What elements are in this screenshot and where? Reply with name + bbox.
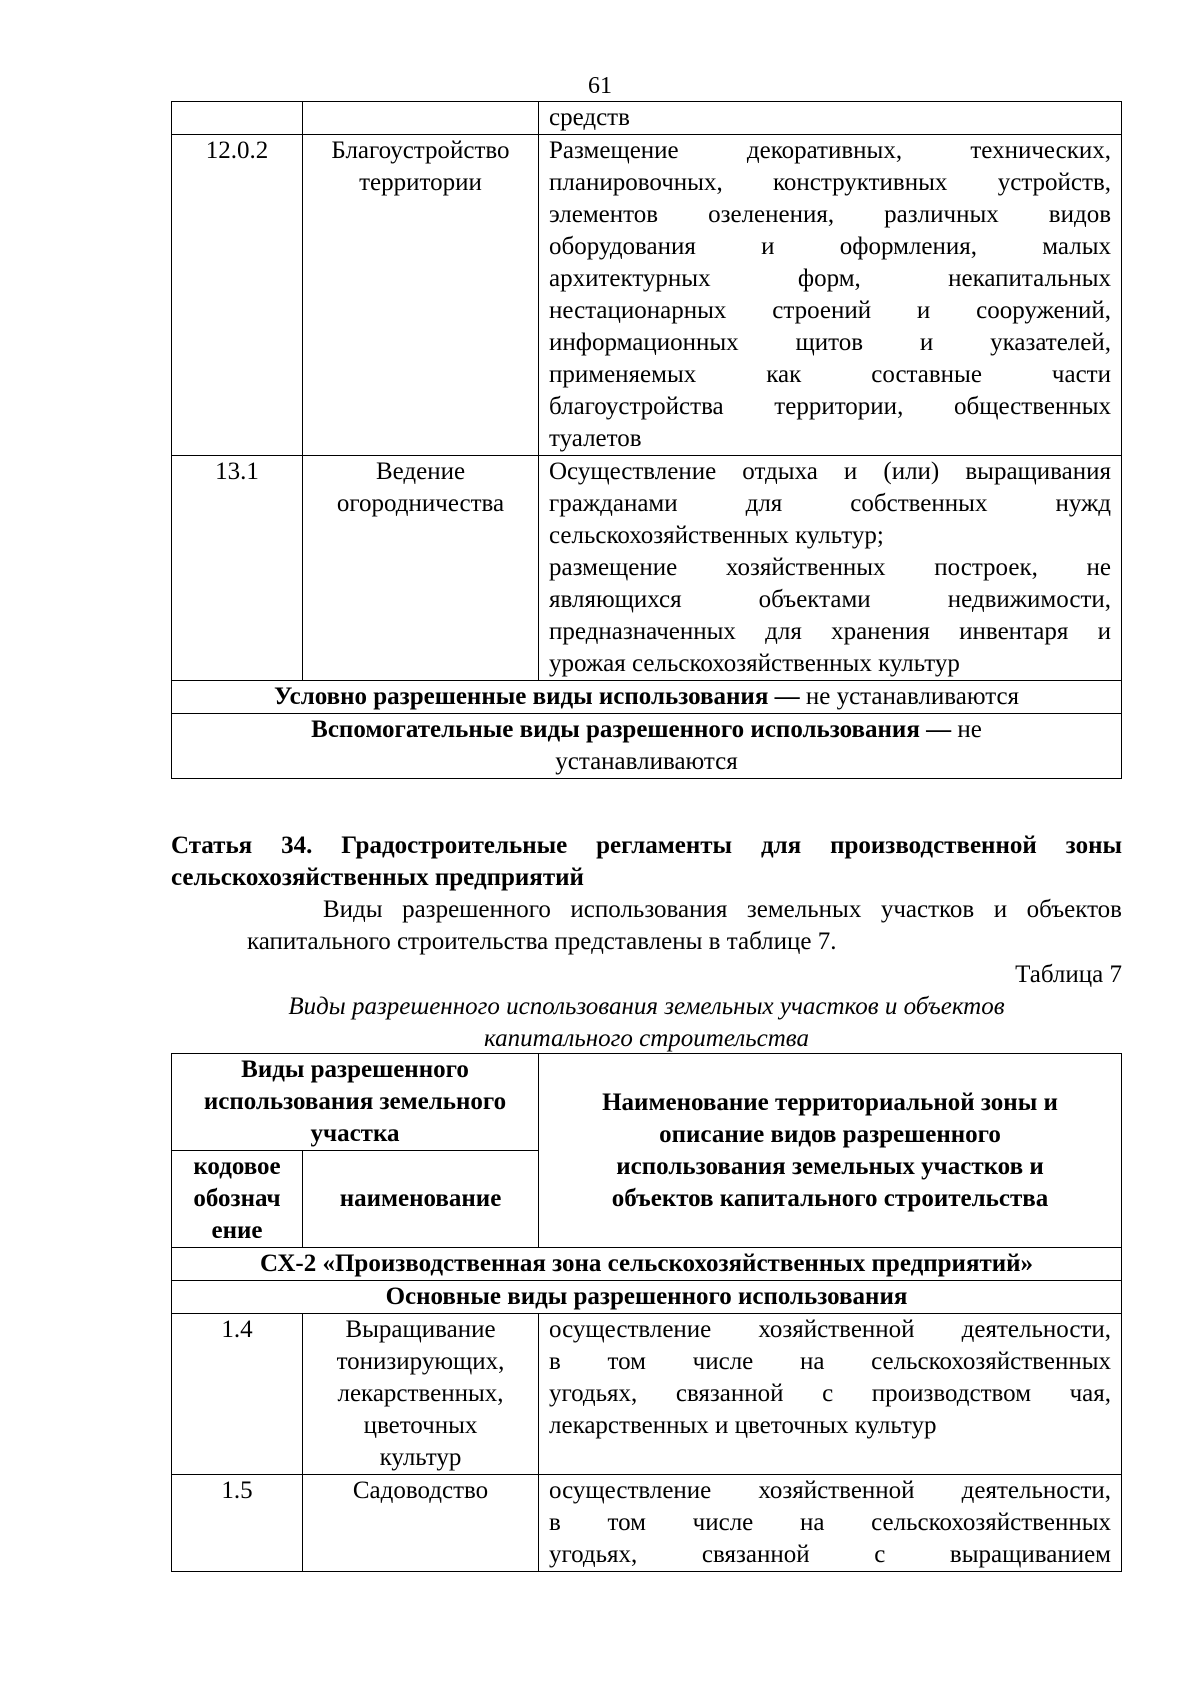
code-cell: 13.1 xyxy=(172,456,303,681)
description-line: оборудования и оформления, малых xyxy=(549,233,1111,260)
description-line: в том числе на сельскохозяйственных xyxy=(549,1348,1111,1375)
caption-line: Виды разрешенного использования земельных участков и объектов xyxy=(288,993,1005,1020)
article-heading-line: сельскохозяйственных предприятий xyxy=(171,864,584,891)
table-row xyxy=(172,1475,1122,1572)
auxiliary-uses-status: не xyxy=(951,716,982,743)
description-line: сельскохозяйственных культур; xyxy=(549,522,884,549)
description-line: информационных щитов и указателей, xyxy=(549,329,1111,356)
description-line: осуществление хозяйственной деятельности, xyxy=(549,1477,1111,1504)
code-cell: 1.5 xyxy=(172,1475,303,1572)
description-line: нестационарных строений и сооружений, xyxy=(549,297,1111,324)
description-cell xyxy=(539,102,1122,135)
name-cell xyxy=(303,456,539,681)
land-use-types-header: Виды разрешенного использования земельного участка xyxy=(172,1054,539,1151)
description-line: угодьях, связанной с производством чая, xyxy=(549,1380,1111,1407)
description-line: лекарственных и цветочных культур xyxy=(549,1412,937,1439)
table-row xyxy=(172,1281,1122,1314)
code-header: кодовое обознач ение xyxy=(172,1151,303,1248)
table-row xyxy=(172,1314,1122,1475)
description-line: урожая сельскохозяйственных культур xyxy=(549,650,960,677)
name-line: Ведение xyxy=(375,458,466,485)
header-row xyxy=(172,1054,1122,1151)
description-line: предназначенных для хранения инвентаря и xyxy=(549,618,1111,645)
name-line: цветочных xyxy=(363,1412,478,1439)
land-use-table-continued xyxy=(171,101,1122,779)
conditional-uses-title: Условно разрешенные виды использования — xyxy=(273,683,800,710)
conditional-uses-status: не устанавливаются xyxy=(799,683,1020,710)
section-title-row: Основные виды разрешенного использования xyxy=(172,1281,1122,1314)
name-cell xyxy=(303,135,539,456)
article-heading-line: Статья 34. Градостроительные регламенты для производственной зоны xyxy=(171,832,1122,859)
description-line: применяемых как составные части xyxy=(549,361,1111,388)
description-line: Размещение декоративных, технических, xyxy=(549,137,1111,164)
code-cell: 12.0.2 xyxy=(172,135,303,456)
name-line: территории xyxy=(359,169,482,196)
caption-line: капитального строительства xyxy=(484,1025,809,1052)
table-row xyxy=(172,456,1122,681)
description-line: средств xyxy=(549,104,630,131)
name-cell xyxy=(303,102,539,135)
table-row xyxy=(172,102,1122,135)
description-line: Осуществление отдыха и (или) выращивания xyxy=(549,458,1111,485)
description-cell xyxy=(539,1314,1122,1475)
description-line: туалетов xyxy=(549,425,642,452)
name-line: тонизирующих, xyxy=(336,1348,505,1375)
description-line: размещение хозяйственных построек, не xyxy=(549,554,1111,581)
article-intro xyxy=(171,894,1122,958)
zone-description-header: Наименование территориальной зоны и описание видов разрешенного использования земельных участков и объектов капитального строительства xyxy=(539,1054,1122,1248)
auxiliary-uses-status-continued: устанавливаются xyxy=(555,748,738,775)
zone-title-row: СХ-2 «Производственная зона сельскохозяйственных предприятий» xyxy=(172,1248,1122,1281)
description-line: элементов озеленения, различных видов xyxy=(549,201,1111,228)
code-cell: 1.4 xyxy=(172,1314,303,1475)
description-cell xyxy=(539,135,1122,456)
name-line: культур xyxy=(379,1444,462,1471)
name-line: лекарственных, xyxy=(337,1380,504,1407)
conditional-uses-row xyxy=(172,681,1122,714)
auxiliary-uses-row xyxy=(172,714,1122,779)
table-7 xyxy=(171,1053,1122,1572)
description-cell xyxy=(539,456,1122,681)
article-heading xyxy=(171,830,1122,894)
description-line: осуществление хозяйственной деятельности, xyxy=(549,1316,1111,1343)
description-line: в том числе на сельскохозяйственных xyxy=(549,1509,1111,1536)
intro-line: Виды разрешенного использования земельных участков и объектов xyxy=(323,896,1122,923)
name-header: наименование xyxy=(303,1151,539,1248)
table-row xyxy=(172,681,1122,714)
name-line: Благоустройство xyxy=(331,137,510,164)
table-row xyxy=(172,714,1122,779)
description-cell xyxy=(539,1475,1122,1572)
table-label: Таблица 7 xyxy=(1015,961,1122,988)
auxiliary-uses-title: Вспомогательные виды разрешенного использования — xyxy=(311,716,952,743)
description-line: планировочных, конструктивных устройств, xyxy=(549,169,1111,196)
description-line: благоустройства территории, общественных xyxy=(549,393,1111,420)
table-row xyxy=(172,135,1122,456)
table-row xyxy=(172,1248,1122,1281)
description-line: угодьях, связанной с выращиванием xyxy=(549,1541,1111,1568)
code-cell xyxy=(172,102,303,135)
description-line: являющихся объектами недвижимости, xyxy=(549,586,1111,613)
name-cell xyxy=(303,1314,539,1475)
intro-line: капитального строительства представлены в таблице 7. xyxy=(247,928,837,955)
name-cell xyxy=(303,1475,539,1572)
page-number: 61 xyxy=(588,73,612,99)
name-line: Выращивание xyxy=(345,1316,496,1343)
description-line: архитектурных форм, некапитальных xyxy=(549,265,1111,292)
name-line: огородничества xyxy=(336,490,505,517)
name-line: Садоводство xyxy=(352,1477,489,1504)
description-line: гражданами для собственных нужд xyxy=(549,490,1111,517)
table-caption xyxy=(171,991,1122,1055)
